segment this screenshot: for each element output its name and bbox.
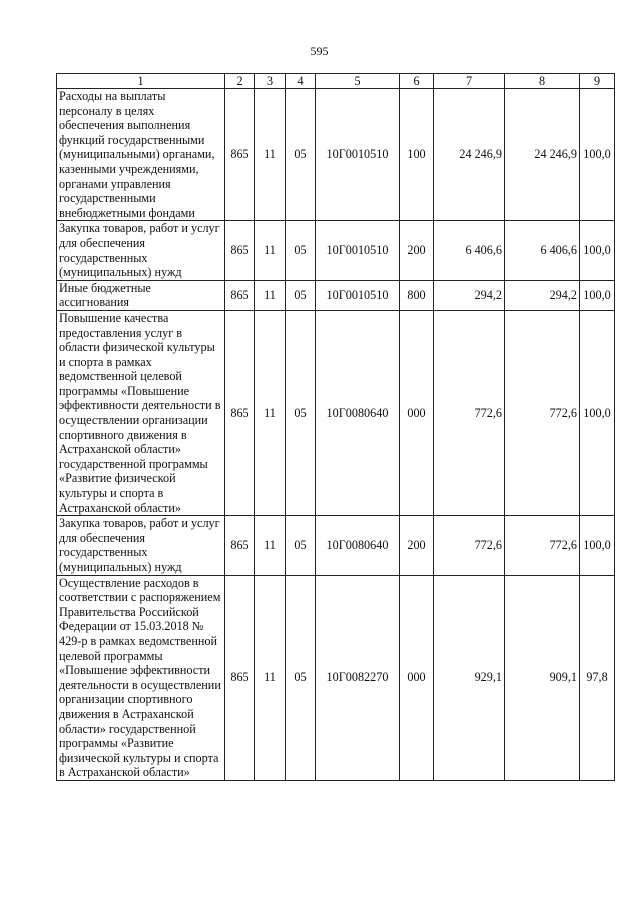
- row-target: 10Г0080640: [316, 310, 400, 515]
- row-ministry: 865: [225, 516, 255, 575]
- row-ministry: 865: [225, 310, 255, 515]
- row-subsection: 05: [286, 221, 316, 280]
- row-target: 10Г0082270: [316, 575, 400, 780]
- table-header-row: [57, 74, 615, 89]
- row-section: 11: [255, 516, 286, 575]
- header-col-3: 3: [255, 74, 286, 89]
- row-expense-type: 000: [400, 575, 434, 780]
- row-name: Осуществление расходов в соответствии с распоряжением Правительства Российской Федерации от 15.03.2018 № 429-р в рамках ведомственной целевой программы «Повышение эффективности деятельности в осуществлении организации спортивного движения в Астраханской области» государственной программы «Развитие физической культуры и спорта в Астраханской области»: [57, 575, 225, 780]
- row-name: Закупка товаров, работ и услуг для обеспечения государственных (муниципальных) нужд: [57, 516, 225, 575]
- header-col-4: 4: [286, 74, 316, 89]
- row-executed: 772,6: [505, 310, 580, 515]
- row-subsection: 05: [286, 310, 316, 515]
- row-percent: 100,0: [580, 310, 615, 515]
- row-section: 11: [255, 280, 286, 310]
- row-executed: 294,2: [505, 280, 580, 310]
- header-col-5: 5: [316, 74, 400, 89]
- row-target: 10Г0010510: [316, 89, 400, 221]
- row-name: Расходы на выплаты персоналу в целях обеспечения выполнения функций государственными (муниципальными) органами, казенными учреждениями, органами управления государственными внебюджетными фондами: [57, 89, 225, 221]
- header-col-9: 9: [580, 74, 615, 89]
- row-expense-type: 100: [400, 89, 434, 221]
- row-section: 11: [255, 310, 286, 515]
- row-planned: 294,2: [434, 280, 505, 310]
- row-subsection: 05: [286, 516, 316, 575]
- table-row: [57, 516, 615, 575]
- row-ministry: 865: [225, 89, 255, 221]
- row-subsection: 05: [286, 575, 316, 780]
- row-expense-type: 200: [400, 516, 434, 575]
- row-name: Иные бюджетные ассигнования: [57, 280, 225, 310]
- row-target: 10Г0080640: [316, 516, 400, 575]
- row-name: Закупка товаров, работ и услуг для обеспечения государственных (муниципальных) нужд: [57, 221, 225, 280]
- row-planned: 772,6: [434, 516, 505, 575]
- row-percent: 100,0: [580, 89, 615, 221]
- budget-table: [56, 73, 615, 781]
- table-row: [57, 221, 615, 280]
- table-row: [57, 310, 615, 515]
- row-percent: 100,0: [580, 280, 615, 310]
- row-executed: 909,1: [505, 575, 580, 780]
- row-section: 11: [255, 221, 286, 280]
- row-subsection: 05: [286, 280, 316, 310]
- row-percent: 97,8: [580, 575, 615, 780]
- row-executed: 6 406,6: [505, 221, 580, 280]
- row-target: 10Г0010510: [316, 221, 400, 280]
- row-executed: 24 246,9: [505, 89, 580, 221]
- header-col-7: 7: [434, 74, 505, 89]
- table-row: [57, 89, 615, 221]
- row-name: Повышение качества предоставления услуг в области физической культуры и спорта в рамках ведомственной целевой программы «Повышение эффективности деятельности в осуществлении организации спортивного движения в Астраханской области» государственной программы «Развитие физической культуры и спорта в Астраханской области»: [57, 310, 225, 515]
- row-section: 11: [255, 89, 286, 221]
- row-section: 11: [255, 575, 286, 780]
- row-ministry: 865: [225, 221, 255, 280]
- row-planned: 6 406,6: [434, 221, 505, 280]
- row-expense-type: 000: [400, 310, 434, 515]
- row-subsection: 05: [286, 89, 316, 221]
- row-planned: 929,1: [434, 575, 505, 780]
- row-expense-type: 200: [400, 221, 434, 280]
- row-percent: 100,0: [580, 516, 615, 575]
- header-col-2: 2: [225, 74, 255, 89]
- header-col-6: 6: [400, 74, 434, 89]
- row-ministry: 865: [225, 280, 255, 310]
- header-col-8: 8: [505, 74, 580, 89]
- row-target: 10Г0010510: [316, 280, 400, 310]
- row-percent: 100,0: [580, 221, 615, 280]
- row-planned: 772,6: [434, 310, 505, 515]
- row-planned: 24 246,9: [434, 89, 505, 221]
- row-expense-type: 800: [400, 280, 434, 310]
- row-executed: 772,6: [505, 516, 580, 575]
- header-col-1: 1: [57, 74, 225, 89]
- table-row: [57, 575, 615, 780]
- page-number: 595: [310, 44, 329, 58]
- row-ministry: 865: [225, 575, 255, 780]
- table-row: [57, 280, 615, 310]
